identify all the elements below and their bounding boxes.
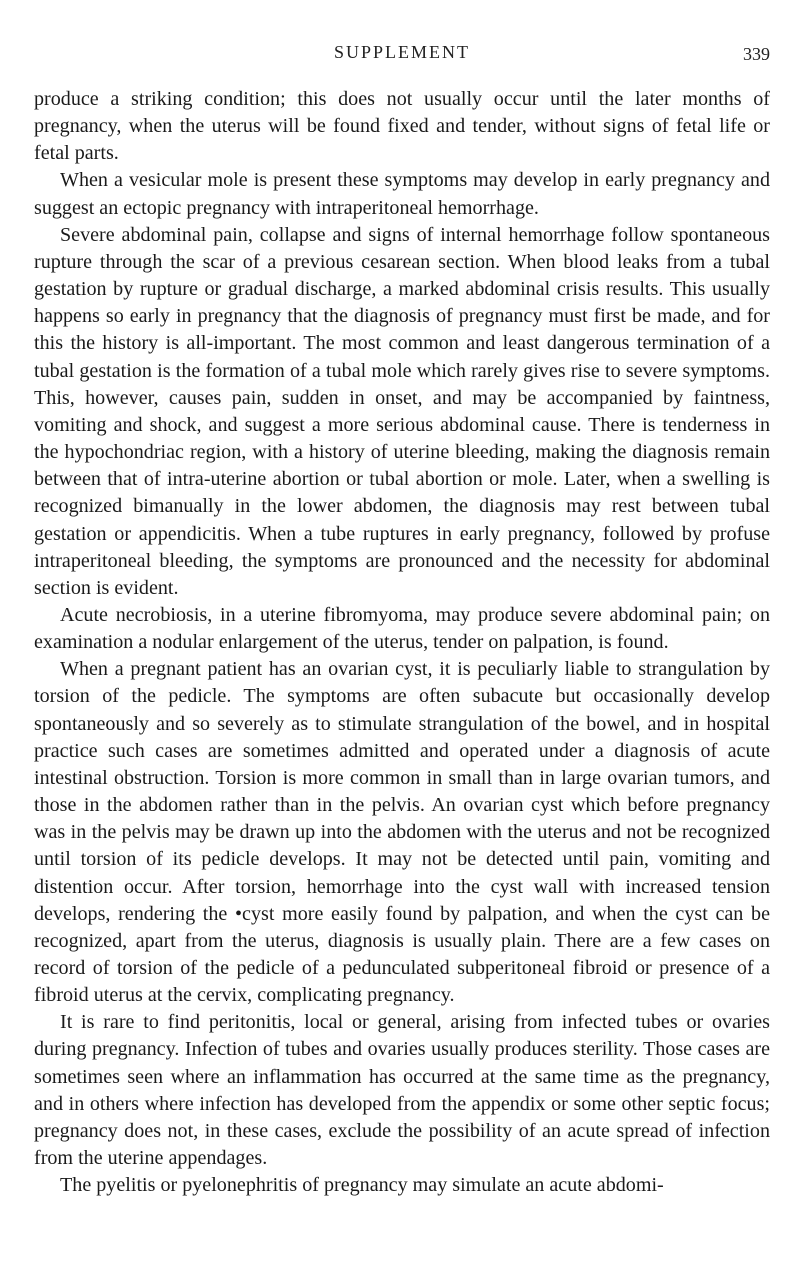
paragraph-pyelitis: The pyelitis or pyelonephritis of pregnancy may simulate an acute abdomi- (60, 1174, 664, 1197)
paragraph-peritonitis: It is rare to find peritonitis, local or general, arising from infected tubes or ovaries during pregnancy. Infection of tubes and ovaries usually produces sterility. Those cases are sometimes seen where an inflammation has occurred at the same time as the pregnancy, and in others where infection has developed from the appendix or some other septic focus; pregnancy does not, in these cases, exclude the possibility of an acute spread of infection from the uterine appendages. (34, 1011, 770, 1170)
paragraph-ovarian-cyst: When a pregnant patient has an ovarian cyst, it is peculiarly liable to strangulation by torsion of the pedicle. The symptoms are often subacute but occasionally develop spontaneously and so severely as to stimulate strangulation of the bowel, and in hospital practice such cases are sometimes admitted and operated under a diagnosis of acute intestinal obstruction. Torsion is more common in small than in large ovarian tumors, and those in the abdomen rather than in the pelvis. An ovarian cyst which before pregnancy was in the pelvis may be drawn up into the abdomen with the uterus and not be recognized until torsion of its pedicle develops. It may not be detected until pain, vomiting and distention occur. After torsion, hemorrhage into the cyst wall with increased tension develops, rendering the •cyst more easily found by palpation, and when the cyst can be recognized, apart from the uterus, diagnosis is usually plain. There are a few cases on record of torsion of the pedicle of a pedunculated subperitoneal fibroid or presence of a fibroid uterus at the cervix, complicating pregnancy. (34, 658, 770, 1007)
paragraph-tubal-gestation: Severe abdominal pain, collapse and signs of internal hemorrhage follow spontaneous rupture through the scar of a previous cesarean section. When blood leaks from a tubal gestation by rupture or gradual discharge, a marked abdominal crisis results. This usually happens so early in pregnancy that the diagnosis of pregnancy must first be made, and for this the history is all-important. The most common and least dangerous termination of a tubal gestation is the formation of a tubal mole which rarely gives rise to severe symptoms. This, however, causes pain, sudden in onset, and may be accompanied by faintness, vomiting and shock, and suggest a more serious abdominal cause. There is tenderness in the hypochondriac region, with a history of uterine bleeding, making the diagnosis remain between that of intra-uterine abortion or tubal abortion or mole. Later, when a swelling is recognized bimanually in the lower abdomen, the diagnosis may rest between tubal gestation or appendicitis. When a tube ruptures in early pregnancy, followed by profuse intraperitoneal bleeding, the symptoms are pronounced and the necessity for abdominal section is evident. (34, 223, 770, 599)
running-head (34, 0, 770, 64)
book-page (34, 0, 770, 1264)
paragraph-necrobiosis: Acute necrobiosis, in a uterine fibromyoma, may produce severe abdominal pain; on examination a nodular enlargement of the uterus, tender on palpation, is found. (34, 603, 770, 654)
paragraph-continuation: produce a striking condition; this does not usually occur until the later months of pregnancy, when the uterus will be found fixed and tender, without signs of fetal life or fetal parts. (34, 88, 770, 165)
running-title: SUPPLEMENT (333, 42, 470, 62)
paragraph-vesicular-mole: When a vesicular mole is present these symptoms may develop in early pregnancy and suggest an ectopic pregnancy with intraperitoneal hemorrhage. (34, 169, 770, 219)
page-number: 339 (743, 44, 770, 64)
body-text (34, 86, 770, 1199)
